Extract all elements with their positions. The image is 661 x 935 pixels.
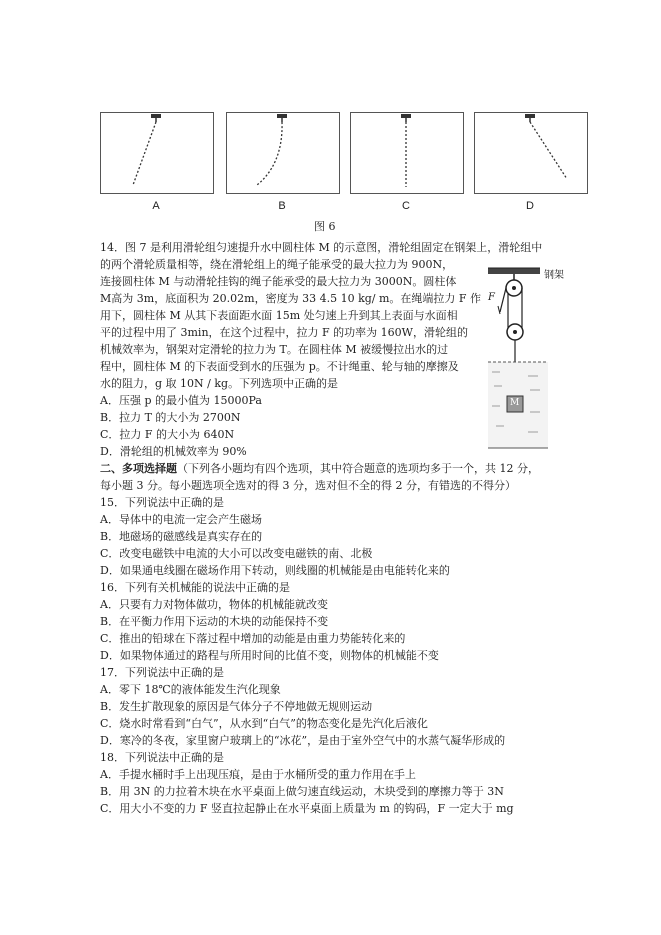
q15-option-d: D．如果通电线圈在磁场作用下转动，则线圈的机械能是由电能转化来的 [100,564,450,577]
figure-6-panel-a [100,112,214,194]
q14-option-a: A．压强 p 的最小值为 15000Pa [100,394,262,407]
q14-option-c: C．拉力 F 的大小为 640N [100,428,235,441]
q14-option-b: B．拉力 T 的大小为 2700N [100,411,241,424]
q17-option-b: B．发生扩散现象的原因是气体分子不停地做无规则运动 [100,700,373,713]
q16-stem: 16．下列有关机械能的说法中正确的是 [100,581,290,594]
section-2-title: 二、多项选择题 [100,462,177,475]
pulley-drawing [484,266,588,452]
q16-option-d: D．如果物体通过的路程与所用时间的比值不变，则物体的机械能不变 [100,649,439,662]
figure-6-panel-d [474,112,588,194]
q14-line-1: 14．图 7 是利用滑轮组匀速提升水中圆柱体 M 的示意图，滑轮组固定在钢架上，滑轮组中 [100,241,543,254]
section-2-heading-line-1 [100,460,539,477]
figure-6-panel-a-drawing [101,113,213,193]
q14-line-9: 水的阻力，g 取 10N / kg。下列选项中正确的是 [100,377,339,390]
label-force-f: F [488,292,495,303]
q14-line-6: 平的过程中用了 3min，在这个过程中，拉力 F 的功率为 160W，滑轮组的 [100,326,468,339]
q17-option-a: A．零下 18℃的液体能发生汽化现象 [100,683,281,696]
q14-line-4: M高为 3m，底面积为 20.02m，密度为 33 4.5 10 kg/ m。在绳端拉力 F 作 [100,292,482,305]
q16-option-c: C．推出的铅球在下落过程中增加的动能是由重力势能转化来的 [100,632,406,645]
label-steel-frame: 钢架 [544,270,564,281]
q14-line-7: 机械效率为，钢架对定滑轮的拉力为 T。在圆柱体 M 被缓慢拉出水的过 [100,343,449,356]
figure-6 [100,108,598,233]
q18-stem: 18．下列说法中正确的是 [100,751,224,764]
figure-6-panel-c [350,112,464,194]
steel-frame [488,268,540,274]
q17-stem: 17．下列说法中正确的是 [100,666,224,679]
q15-option-c: C．改变电磁铁中电流的大小可以改变电磁铁的南、北极 [100,547,373,560]
q17-option-d: D．寒冷的冬夜，家里窗户玻璃上的“冰花”，是由于室外空气中的水蒸气凝华形成的 [100,734,506,747]
figure-6-panel-b [226,112,340,194]
figure-7-pulley-diagram [484,266,588,452]
q14-line-2: 的两个滑轮质量相等，绕在滑轮组上的绳子能承受的最大拉力为 900N， [100,258,454,271]
q14-line-8: 程中，圆柱体 M 的下表面受到水的压强为 p。不计绳重、轮与轴的摩擦及 [100,360,459,373]
q18-option-c: C．用大小不变的力 F 竖直拉起静止在水平桌面上质量为 m 的钩码，F 一定大于 mg [100,802,514,815]
figure-6-label-d: D [526,200,534,212]
q14-option-d: D．滑轮组的机械效率为 90% [100,445,247,458]
figure-6-panel-b-drawing [227,113,339,193]
q17-option-c: C．烧水时常看到“白气”，从水到“白气”的物态变化是先汽化后液化 [100,717,428,730]
q15-stem: 15．下列说法中正确的是 [100,496,224,509]
section-2-instructions-2: 每小题 3 分。每小题选项全选对的得 3 分，选对但不全的得 2 分，有错选的不得分） [100,479,516,492]
q16-option-b: B．在平衡力作用下运动的木块的动能保持不变 [100,615,329,628]
label-cylinder-m: M [510,398,520,408]
q14-line-5: 用下，圆柱体 M 从其下表面距水面 15m 处匀速上升到其上表面与水面相 [100,309,458,322]
figure-6-caption: 图 6 [314,220,336,233]
section-2-instructions-1: （下列各小题均有四个选项，其中符合题意的选项均多于一个，共 12 分， [177,462,539,475]
figure-6-panel-c-drawing [351,113,463,193]
q18-option-b: B．用 3N 的力拉着木块在水平桌面上做匀速直线运动，木块受到的摩擦力等于 3N [100,785,504,798]
figure-6-label-c: C [402,200,410,212]
figure-6-label-a: A [152,200,160,212]
q15-option-a: A．导体中的电流一定会产生磁场 [100,513,262,526]
figure-6-label-b: B [278,200,286,212]
figure-6-panel-d-drawing [475,113,587,193]
q14-line-3: 连接圆柱体 M 与动滑轮挂钩的绳子能承受的最大拉力为 3000N。圆柱体 [100,275,457,288]
q18-option-a: A．手提水桶时手上出现压痕，是由于水桶所受的重力作用在手上 [100,768,416,781]
q16-option-a: A．只要有力对物体做功，物体的机械能就改变 [100,598,328,611]
q15-option-b: B．地磁场的磁感线是真实存在的 [100,530,263,543]
